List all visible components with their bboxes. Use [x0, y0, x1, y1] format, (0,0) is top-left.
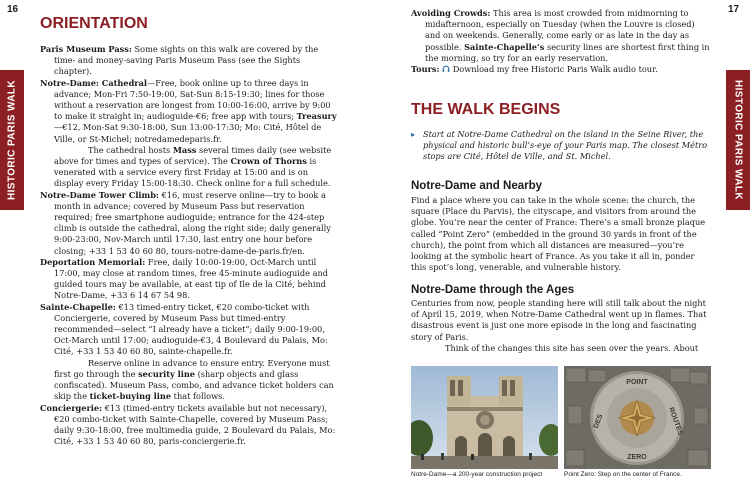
- intro-block: [411, 129, 711, 163]
- reserve-middle: (sharp objects and glass confiscated). Museum Pass, combo, and advance ticket holders can skip the: [54, 368, 334, 402]
- entry-tower: [40, 190, 338, 257]
- ages-heading: Notre-Dame through the Ages: [411, 284, 575, 296]
- notre-dame-photo: [411, 366, 558, 469]
- tower-label: Notre-Dame Tower Climb:: [40, 189, 159, 200]
- ticket-line-label: ticket-buying line: [89, 391, 172, 402]
- walk-begins-heading: THE WALK BEGINS: [411, 101, 561, 118]
- mass-before: The cathedral hosts: [88, 144, 173, 155]
- plaque-top-text: POINT: [626, 379, 648, 386]
- ages-block: [411, 298, 711, 354]
- entry-museum-pass: [40, 44, 338, 78]
- page-number-left: 16: [7, 4, 19, 15]
- nearby-block: [411, 195, 711, 273]
- chapelle-label: Sainte-Chapelle’s: [464, 41, 545, 52]
- sainte-chapelle-text: €13 timed-entry ticket, €20 combo-ticket with Conciergerie, covered by Museum Pass but timed-entry recommended—select “I already have a ticket”; daily 9:00-19:00, Oct-March until 17:00; audioguide-€3, 4 Boulevard du Palais, Mo: Cité, +33 1 53 40 60 80, sainte-chapelle.fr.: [54, 301, 328, 357]
- right-top-column: [411, 8, 711, 75]
- entry-tours: [411, 64, 711, 75]
- ages-paragraph-2: Think of the changes this site has seen over the years. About: [445, 342, 699, 353]
- left-column: [40, 44, 338, 447]
- point-zero-photo: [564, 366, 711, 469]
- entry-sainte-chapelle: [40, 302, 338, 358]
- sainte-chapelle-label: Sainte-Chapelle:: [40, 301, 116, 312]
- crown-label: Crown of Thorns: [230, 156, 307, 167]
- tours-label: Tours:: [411, 64, 440, 75]
- nearby-heading: Notre-Dame and Nearby: [411, 180, 543, 192]
- entry-crowds: [411, 8, 711, 64]
- deportation-text: Free, daily 10:00-19:00, Oct-March until 17:00, may close at random times, free 45-minute audioguide and guided tours may be available, at east tip of Ile de la Cité, behind Notre-Dame, +33 6 14 67 54 98.: [54, 256, 329, 301]
- page-number-right: 17: [728, 4, 740, 15]
- crowds-label: Avoiding Crowds:: [411, 8, 491, 18]
- conciergerie-label: Conciergerie:: [40, 402, 103, 413]
- photo2-caption: Point Zero: Step on the center of France.: [564, 471, 682, 478]
- entry-deportation: [40, 257, 338, 302]
- headphones-icon: [442, 65, 450, 73]
- crowds-text-before: This area is most crowded from midmorning to midafternoon, especially on Tuesday (when the Louvre is closed) and on weekends. Generally, come early or as late in the day as possible.: [425, 8, 695, 52]
- reserve-after: that follows.: [171, 391, 225, 402]
- side-tab-left-label: HISTORIC PARIS WALK: [6, 79, 18, 201]
- plaque-rim-right: ROUTES: [667, 406, 684, 437]
- entry-notre-dame: [40, 78, 338, 145]
- plaque-bottom-text: ZERO: [627, 454, 647, 461]
- reserve-before: Reserve online in advance to ensure entry. Everyone must first go through the: [54, 357, 330, 379]
- tours-text: Download my free Historic Paris Walk audio tour.: [452, 64, 658, 75]
- entry-conciergerie: [40, 403, 338, 448]
- orientation-heading: ORIENTATION: [40, 15, 148, 32]
- ages-paragraph: Centuries from now, people standing here will still talk about the night of April 15, 2019, when Notre-Dame Cathedral went up in flames. That disastrous event is just one more episode in the long and fascinating story of Paris.: [411, 298, 707, 342]
- treasury-text: —€12, Mon-Sat 9:30-18:00, Sun 13:00-17:30; Mo: Cité, Hôtel de Ville, or St-Michel; notredamedeparis.fr.: [54, 122, 322, 144]
- deportation-label: Deportation Memorial:: [40, 256, 146, 267]
- plaque-rim-left: DES: [592, 413, 605, 430]
- museum-pass-label: Paris Museum Pass:: [40, 44, 132, 54]
- mass-middle: several times daily (see website above for times and types of service). The: [54, 144, 332, 167]
- tower-text: €16, must reserve online—try to book a month in advance; covered by Museum Pass but reservation required; free smartphone audioguide; entrance for the 424-step climb is outside the cathedral, along the right side; daily generally 9:00-23:00, Nov-March until 17:30, last entry one hour before closing; +33 1 53 40 60 80, tours-notre-dame-de-paris.fr/en.: [54, 189, 331, 256]
- side-tab-left: [0, 70, 24, 210]
- conciergerie-text: €13 (timed-entry tickets available but not necessary), €20 combo-ticket with Sainte-Chapelle, covered by Museum Pass; daily 9:30-18:00, free multimedia guide, 2 Boulevard du Palais, Mo: Cité, +33 1 53 40 60 80, paris-conciergerie.fr.: [54, 402, 336, 447]
- mass-after: is venerated with a service every first Friday at 15:00 and is on display every Friday 15:00-18:30. Check online for a full schedule.: [54, 156, 331, 189]
- treasury-label: Treasury: [296, 111, 337, 122]
- nearby-paragraph: Find a place where you can take in the whole scene: the church, the square (Place du Parvis), the cityscape, and visitors from around the globe. You’re near the center of France: There’s a small bronze plaque called “Point Zero” (embedded in the ground 30 yards in front of the church), the point from which all distances are measured—you’re looking at the symbolic heart of France. As you take it all in, ponder this spot’s long, venerable, and vulnerable history.: [411, 195, 706, 273]
- side-tab-right-label: HISTORIC PARIS WALK: [732, 79, 744, 201]
- photo1-caption: Notre-Dame—a 200-year construction project: [411, 471, 543, 478]
- museum-pass-text: Some sights on this walk are covered by the time- and money-saving Paris Museum Pass (see the Sights chapter).: [54, 44, 319, 77]
- triangle-bullet-icon: ▸: [411, 129, 416, 139]
- side-tab-right: [726, 70, 750, 210]
- notre-dame-text: —Free, book online up to three days in advance; Mon-Fri 7:50-19:00, Sat-Sun 8:15-19:30; lines for those without a reservation are longest from 10:00-16:00, arrive by 9:00 to make it straight in; audioguide-€6; free app with tours;: [54, 77, 331, 122]
- intro-paragraph: [411, 129, 711, 163]
- security-line-label: security line: [138, 368, 196, 379]
- mass-paragraph: [40, 145, 338, 190]
- reserve-paragraph: [40, 358, 338, 403]
- intro-text: Start at Notre-Dame Cathedral on the island in the Seine River, the physical and historic bull’s-eye of your Paris map. The closest Métro stops are Cité, Hôtel de Ville, and St. Michel.: [423, 129, 708, 162]
- crowds-text-after: security lines are shortest first thing in the morning, so try for an early reservation.: [425, 41, 710, 63]
- mass-label: Mass: [172, 144, 197, 155]
- notre-dame-label: Notre-Dame: Cathedral: [40, 77, 148, 88]
